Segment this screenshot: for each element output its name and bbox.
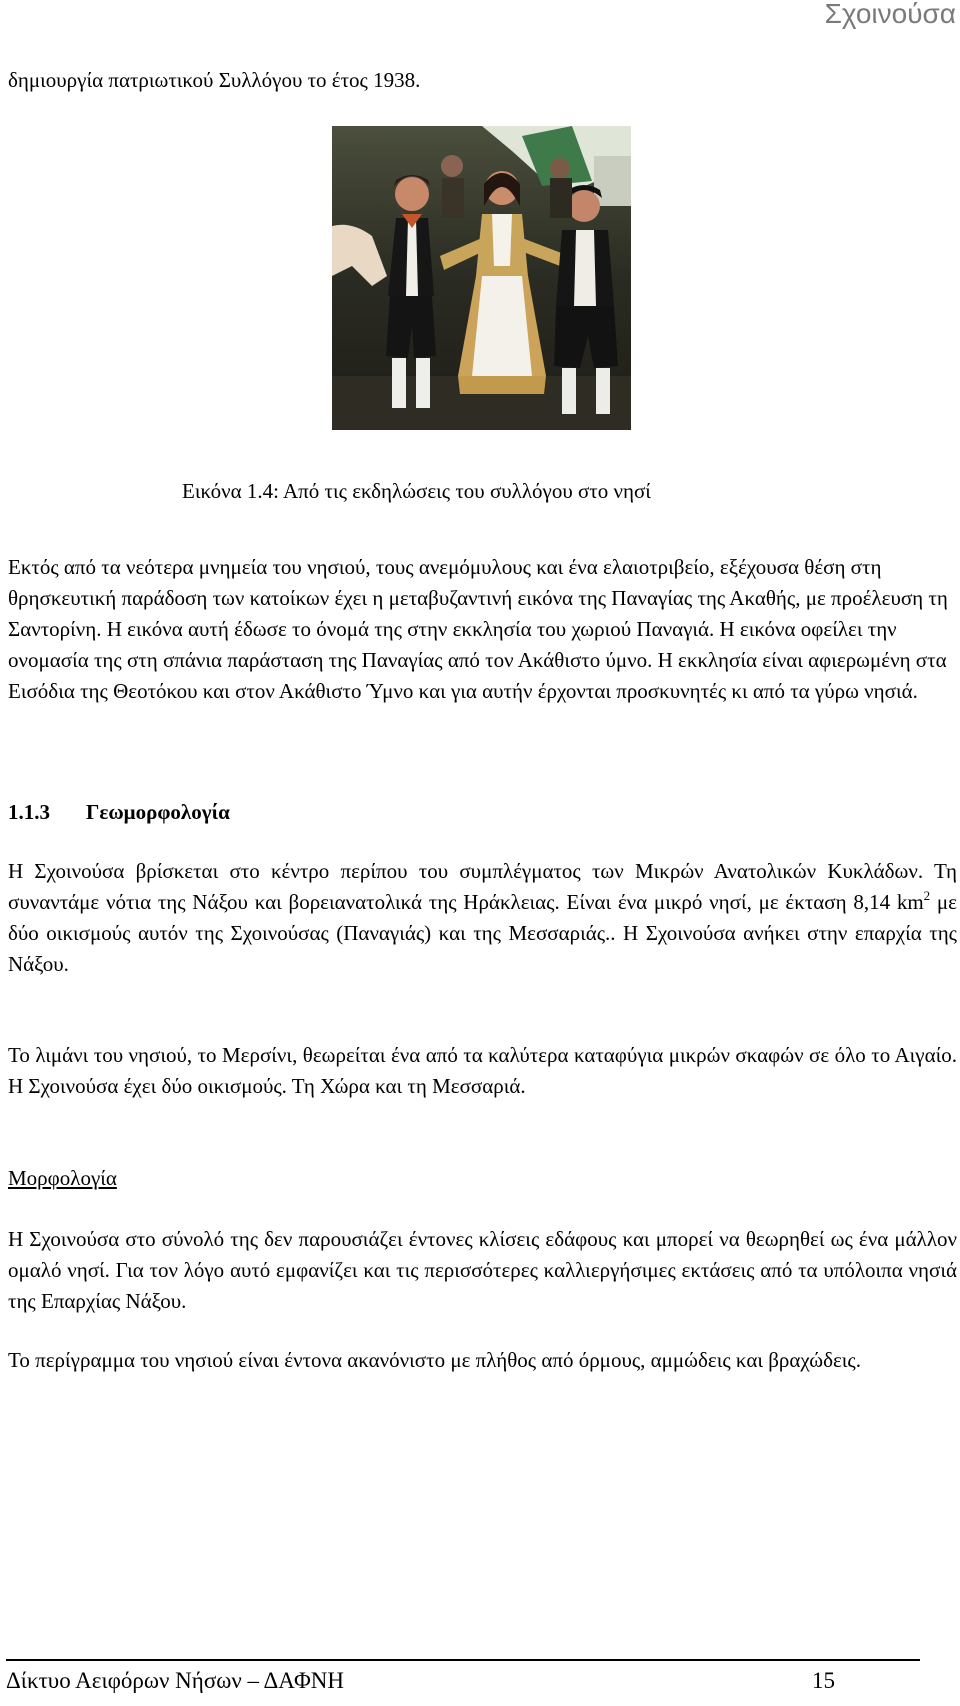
page-number: 15 [812, 1668, 835, 1693]
footer-divider [6, 1659, 920, 1661]
footer-publisher: Δίκτυο Αειφόρων Νήσων – ΔΑΦΝΗ [6, 1668, 344, 1693]
paragraph-location-part-2: με δύο οικισμούς αυτόν της Σχοινούσας (Παναγιάς) και της Μεσσαριάς.. Η Σχοινούσα ανήκει στην επαρχία της Νάξου. [8, 890, 957, 976]
paragraph-location [8, 856, 957, 980]
paragraph-coastline: Το περίγραμμα του νησιού είναι έντονα ακανόνιστο με πλήθος από όρμους, αμμώδεις και βραχώδεις. [8, 1348, 862, 1372]
running-header: Σχοινούσα [824, 0, 956, 29]
section-title: Γεωμορφολογία [86, 800, 230, 824]
subheading-morphology: Μορφολογία [8, 1166, 117, 1190]
continued-paragraph: δημιουργία πατριωτικού Συλλόγου το έτος 1938. [8, 68, 421, 92]
paragraph-terrain: Η Σχοινούσα στο σύνολό της δεν παρουσιάζει έντονες κλίσεις εδάφους και μπορεί να θεωρηθεί ως ένα μάλλον ομαλό νησί. Για τον λόγο αυτό εμφανίζει και τις περισσότερες καλλιεργήσιμες εκτάσεις από τα υπόλοιπα νησιά της Επαρχίας Νάξου. [8, 1227, 957, 1313]
paragraph-monuments: Εκτός από τα νεότερα μνημεία του νησιού, τους ανεμόμυλους και ένα ελαιοτριβείο, εξέχουσα θέση στη θρησκευτική παράδοση των κατοίκων έχει η μεταβυζαντινή εικόνα της Παναγίας της Ακαθής, με προέλευση τη Σαντορίνη. Η εικόνα αυτή έδωσε το όνομά της στην εκκλησία του χωριού Παναγιά. Η εικόνα οφείλει την ονομασία της στη σπάνια παράσταση της Παναγίας από τον Ακάθιστο ύμνο. Η εκκλησία είναι αφιερωμένη στα Εισόδια της Θεοτόκου και στον Ακάθιστο Ύμνο και για αυτήν έρχονται προσκυνητές κι από τα γύρω νησιά. [8, 555, 948, 703]
superscript-2: 2 [923, 888, 931, 903]
paragraph-location-part-1: Η Σχοινούσα βρίσκεται στο κέντρο περίπου του συμπλέγματος των Μικρών Ανατολικών Κυκλάδων. Τη συναντάμε νότια της Νάξου και βορειανατολικά της Ηράκλειας. Είναι ένα μικρό νησί, με έκταση 8,14 km [8, 859, 957, 914]
section-heading [8, 798, 608, 826]
paragraph-harbour: Το λιμάνι του νησιού, το Μερσίνι, θεωρείται ένα από τα καλύτερα καταφύγια μικρών σκαφών σε όλο το Αιγαίο. Η Σχοινούσα έχει δύο οικισμούς. Τη Χώρα και τη Μεσσαριά. [8, 1043, 957, 1098]
section-number: 1.1.3 [8, 800, 50, 824]
figure-caption: Εικόνα 1.4: Από τις εκδηλώσεις του συλλόγου στο νησί [182, 479, 651, 503]
folk-dance-illustration [332, 126, 631, 430]
folk-dance-photo [332, 126, 631, 430]
